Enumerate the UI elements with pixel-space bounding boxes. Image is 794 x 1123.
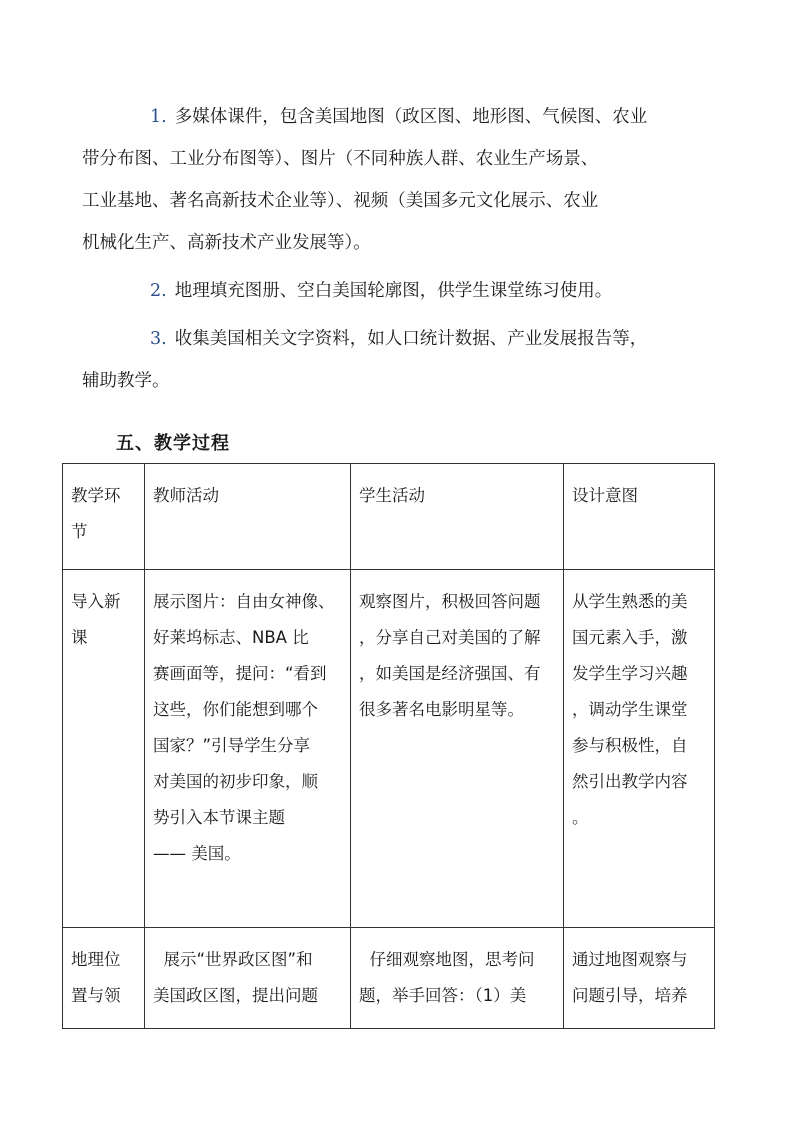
header-teacher: 教师活动 <box>145 464 351 570</box>
resource-item-2-line-1: 2. 地理填充图册、空白美国轮廓图，供学生课堂练习使用。 <box>150 281 613 301</box>
resource-item-1 <box>82 96 686 264</box>
list-number: 1. <box>150 107 167 127</box>
resource-item-2 <box>116 270 686 312</box>
cell-design-intent: 从学生熟悉的美 国元素入手，激 发学生学习兴趣 ，调动学生课堂 参与积极性，自 然引出教学内容 。 <box>564 570 715 928</box>
resource-item-3-line-1: 3. 收集美国相关文字资料，如人口统计数据、产业发展报告等， <box>150 329 648 349</box>
table-header-row <box>63 464 715 570</box>
header-stage: 教学环 节 <box>63 464 145 570</box>
table-row <box>63 570 715 928</box>
cell-teacher-activity: 展示“世界政区图”和 美国政区图，提出问题 <box>145 928 351 1029</box>
cell-stage: 导入新 课 <box>63 570 145 928</box>
cell-design-intent: 通过地图观察与 问题引导，培养 <box>564 928 715 1029</box>
header-intent: 设计意图 <box>564 464 715 570</box>
section-title: 五、教学过程 <box>116 433 230 454</box>
resource-item-1-line-1: 1. 多媒体课件，包含美国地图（政区图、地形图、气候图、农业 <box>150 107 648 127</box>
cell-teacher-activity: 展示图片：自由女神像、 好莱坞标志、NBA 比 赛画面等，提问：“看到 这些，你们能想到哪个 国家？”引导学生分享 对美国的初步印象，顺 势引入本节课主题 —— 美国。 <box>145 570 351 928</box>
teaching-process-table <box>62 463 715 1029</box>
resource-item-3 <box>82 318 686 402</box>
cell-student-activity: 观察图片，积极回答问题 ，分享自己对美国的了解 ，如美国是经济强国、有 很多著名电影明星等。 <box>351 570 564 928</box>
resource-item-3-line-2: 辅助教学。 <box>82 371 170 391</box>
resource-item-1-line-2: 带分布图、工业分布图等）、图片（不同种族人群、农业生产场景、 <box>82 149 599 169</box>
list-number: 3. <box>150 329 167 349</box>
header-student: 学生活动 <box>351 464 564 570</box>
list-number: 2. <box>150 281 167 301</box>
resource-item-1-line-3: 工业基地、著名高新技术企业等）、视频（美国多元文化展示、农业 <box>82 191 599 211</box>
table-row <box>63 928 715 1029</box>
resource-item-1-line-4: 机械化生产、高新技术产业发展等）。 <box>82 233 371 253</box>
cell-student-activity: 仔细观察地图，思考问 题，举手回答：（1）美 <box>351 928 564 1029</box>
cell-stage: 地理位 置与领 <box>63 928 145 1029</box>
